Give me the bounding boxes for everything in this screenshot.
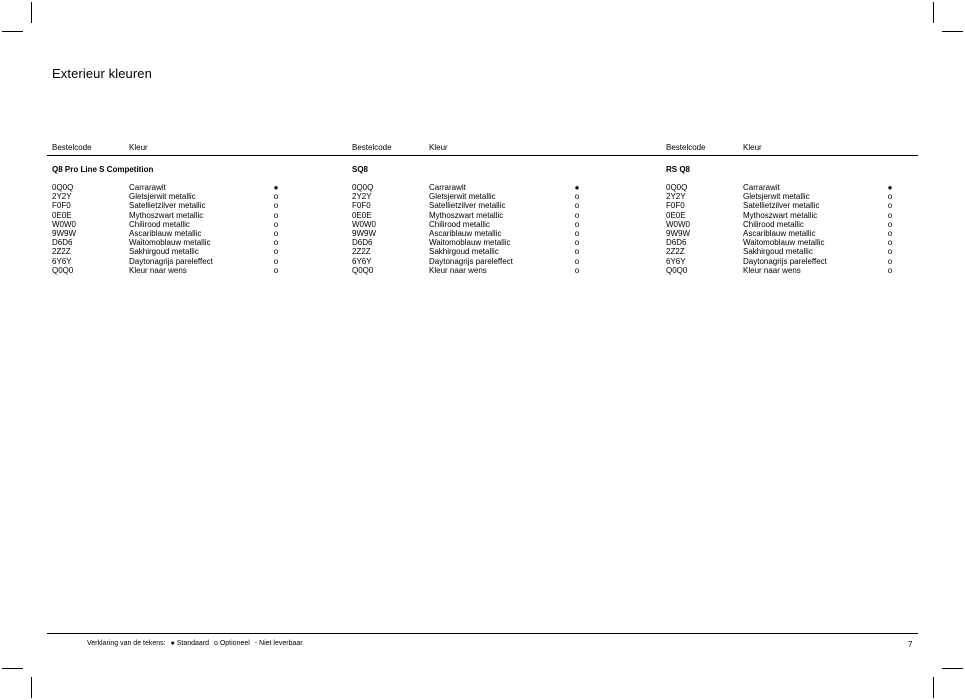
table-row bbox=[52, 220, 282, 229]
table-row bbox=[666, 247, 900, 256]
table-row bbox=[52, 183, 282, 192]
availability-mark: ● bbox=[574, 183, 580, 192]
column-header bbox=[666, 143, 900, 153]
availability-mark: o bbox=[273, 256, 279, 266]
color-name: Mythoszwart metallic bbox=[429, 210, 504, 220]
color-name: Satellietzilver metallic bbox=[129, 201, 206, 211]
color-code: 0E0E bbox=[666, 210, 686, 220]
table-row bbox=[52, 229, 282, 238]
table-row bbox=[52, 247, 282, 256]
table-row bbox=[52, 192, 282, 201]
color-name: Waitomoblauw metallic bbox=[743, 238, 825, 248]
color-name: Sakhirgoud metallic bbox=[429, 247, 499, 257]
color-code: F0F0 bbox=[666, 201, 685, 211]
color-name: Carrarawit bbox=[743, 183, 780, 192]
color-code: 0E0E bbox=[352, 210, 372, 220]
color-code: 6Y6Y bbox=[352, 256, 372, 266]
availability-mark: o bbox=[887, 219, 893, 229]
header-code: Bestelcode bbox=[666, 143, 706, 152]
color-name: Satellietzilver metallic bbox=[429, 201, 506, 211]
legend-label: Verklaring van de tekens: bbox=[87, 640, 166, 647]
color-code: 0Q0Q bbox=[666, 183, 688, 192]
availability-mark: o bbox=[273, 210, 279, 220]
color-name: Ascariblauw metallic bbox=[429, 228, 502, 238]
column-header bbox=[352, 143, 588, 153]
availability-mark: o bbox=[887, 192, 893, 202]
color-list bbox=[666, 183, 900, 275]
availability-mark: o bbox=[887, 247, 893, 257]
page-number: 7 bbox=[908, 640, 913, 649]
color-code: D6D6 bbox=[52, 238, 73, 248]
availability-mark: o bbox=[574, 210, 580, 220]
color-name: Kleur naar wens bbox=[129, 265, 187, 275]
table-row bbox=[666, 211, 900, 220]
table-row bbox=[666, 220, 900, 229]
table-row bbox=[352, 192, 588, 201]
availability-mark: o bbox=[574, 256, 580, 266]
color-code: D6D6 bbox=[352, 238, 373, 248]
legend-optional: o Optioneel bbox=[214, 640, 250, 647]
availability-mark: o bbox=[273, 238, 279, 248]
availability-mark: o bbox=[273, 265, 279, 275]
availability-mark: o bbox=[887, 265, 893, 275]
crop-mark bbox=[942, 31, 963, 32]
crop-mark bbox=[2, 668, 23, 669]
table-row bbox=[52, 238, 282, 247]
table-row bbox=[666, 229, 900, 238]
color-name: Waitomoblauw metallic bbox=[429, 238, 511, 248]
color-code: F0F0 bbox=[352, 201, 371, 211]
color-name: Satellietzilver metallic bbox=[743, 201, 820, 211]
model-name: SQ8 bbox=[352, 165, 369, 174]
legend bbox=[87, 640, 306, 647]
color-code: D6D6 bbox=[666, 238, 687, 248]
color-code: 0Q0Q bbox=[52, 183, 74, 192]
availability-mark: ● bbox=[273, 183, 279, 192]
color-code: W0W0 bbox=[352, 219, 376, 229]
color-code: 2Z2Z bbox=[52, 247, 71, 257]
color-code: F0F0 bbox=[52, 201, 71, 211]
header-code: Bestelcode bbox=[352, 143, 392, 152]
availability-mark: o bbox=[574, 228, 580, 238]
table-row bbox=[352, 247, 588, 256]
color-name: Chilirood metallic bbox=[129, 219, 190, 229]
table-row bbox=[352, 220, 588, 229]
crop-mark bbox=[2, 31, 23, 32]
availability-mark: o bbox=[273, 192, 279, 202]
color-code: W0W0 bbox=[52, 219, 76, 229]
availability-mark: ● bbox=[887, 183, 893, 192]
color-name: Chilirood metallic bbox=[743, 219, 804, 229]
model-column-rs-q8 bbox=[666, 143, 900, 275]
color-code: 9W9W bbox=[352, 228, 376, 238]
color-code: 2Z2Z bbox=[352, 247, 371, 257]
table-row bbox=[52, 266, 282, 275]
color-list bbox=[52, 183, 282, 275]
color-code: 2Y2Y bbox=[52, 192, 72, 202]
header-name: Kleur bbox=[429, 143, 448, 152]
availability-mark: o bbox=[887, 228, 893, 238]
table-row bbox=[352, 229, 588, 238]
color-name: Daytonagrijs pareleffect bbox=[743, 256, 827, 266]
color-name: Waitomoblauw metallic bbox=[129, 238, 211, 248]
table-row bbox=[666, 192, 900, 201]
color-name: Kleur naar wens bbox=[743, 265, 801, 275]
availability-mark: o bbox=[887, 201, 893, 211]
availability-mark: o bbox=[273, 247, 279, 257]
availability-mark: o bbox=[273, 201, 279, 211]
table-row bbox=[666, 257, 900, 266]
table-row bbox=[352, 257, 588, 266]
color-code: 2Y2Y bbox=[666, 192, 686, 202]
color-name: Carrarawit bbox=[129, 183, 166, 192]
color-code: 9W9W bbox=[52, 228, 76, 238]
model-name: Q8 Pro Line S Competition bbox=[52, 165, 154, 174]
column-header bbox=[52, 143, 282, 153]
color-code: 6Y6Y bbox=[52, 256, 72, 266]
crop-mark bbox=[942, 668, 963, 669]
table-row bbox=[352, 211, 588, 220]
table-row bbox=[52, 211, 282, 220]
crop-mark bbox=[933, 2, 934, 23]
table-row bbox=[352, 183, 588, 192]
model-column-q8-pro-line-s-competition bbox=[52, 143, 282, 275]
color-list bbox=[352, 183, 588, 275]
color-name: Ascariblauw metallic bbox=[743, 228, 816, 238]
availability-mark: o bbox=[574, 201, 580, 211]
table-row bbox=[666, 238, 900, 247]
model-name: RS Q8 bbox=[666, 165, 691, 174]
availability-mark: o bbox=[887, 256, 893, 266]
model-column-sq8 bbox=[352, 143, 588, 275]
color-name: Gletsjerwit metallic bbox=[429, 192, 496, 202]
table-row bbox=[666, 201, 900, 210]
availability-mark: o bbox=[887, 238, 893, 248]
table-row bbox=[352, 201, 588, 210]
availability-mark: o bbox=[574, 247, 580, 257]
table-row bbox=[52, 201, 282, 210]
table-row bbox=[666, 183, 900, 192]
color-code: Q0Q0 bbox=[666, 265, 688, 275]
availability-mark: o bbox=[273, 219, 279, 229]
color-name: Kleur naar wens bbox=[429, 265, 487, 275]
table-row bbox=[52, 257, 282, 266]
color-name: Gletsjerwit metallic bbox=[743, 192, 810, 202]
availability-mark: o bbox=[574, 192, 580, 202]
color-name: Sakhirgoud metallic bbox=[743, 247, 813, 257]
color-name: Daytonagrijs pareleffect bbox=[429, 256, 513, 266]
header-name: Kleur bbox=[129, 143, 148, 152]
color-code: 9W9W bbox=[666, 228, 690, 238]
legend-standard: ● Standaard bbox=[170, 640, 210, 647]
crop-mark bbox=[31, 677, 32, 698]
availability-mark: o bbox=[273, 228, 279, 238]
availability-mark: o bbox=[574, 219, 580, 229]
color-code: W0W0 bbox=[666, 219, 690, 229]
color-name: Ascariblauw metallic bbox=[129, 228, 202, 238]
header-name: Kleur bbox=[743, 143, 762, 152]
legend-unavailable: - Niet leverbaar bbox=[254, 640, 303, 647]
color-name: Daytonagrijs pareleffect bbox=[129, 256, 213, 266]
availability-mark: o bbox=[574, 265, 580, 275]
color-code: 0E0E bbox=[52, 210, 72, 220]
availability-mark: o bbox=[574, 238, 580, 248]
table-row bbox=[666, 266, 900, 275]
crop-mark bbox=[31, 2, 32, 23]
color-name: Sakhirgoud metallic bbox=[129, 247, 199, 257]
color-code: 2Y2Y bbox=[352, 192, 372, 202]
crop-mark bbox=[933, 677, 934, 698]
color-name: Gletsjerwit metallic bbox=[129, 192, 196, 202]
color-code: 6Y6Y bbox=[666, 256, 686, 266]
table-row bbox=[352, 238, 588, 247]
page-title: Exterieur kleuren bbox=[52, 66, 152, 81]
color-name: Chilirood metallic bbox=[429, 219, 490, 229]
color-code: Q0Q0 bbox=[352, 265, 374, 275]
header-code: Bestelcode bbox=[52, 143, 92, 152]
color-name: Mythoszwart metallic bbox=[743, 210, 818, 220]
footer-divider bbox=[47, 633, 918, 634]
table-row bbox=[352, 266, 588, 275]
availability-mark: o bbox=[887, 210, 893, 220]
color-code: Q0Q0 bbox=[52, 265, 74, 275]
color-code: 0Q0Q bbox=[352, 183, 374, 192]
color-name: Carrarawit bbox=[429, 183, 466, 192]
color-code: 2Z2Z bbox=[666, 247, 685, 257]
color-name: Mythoszwart metallic bbox=[129, 210, 204, 220]
